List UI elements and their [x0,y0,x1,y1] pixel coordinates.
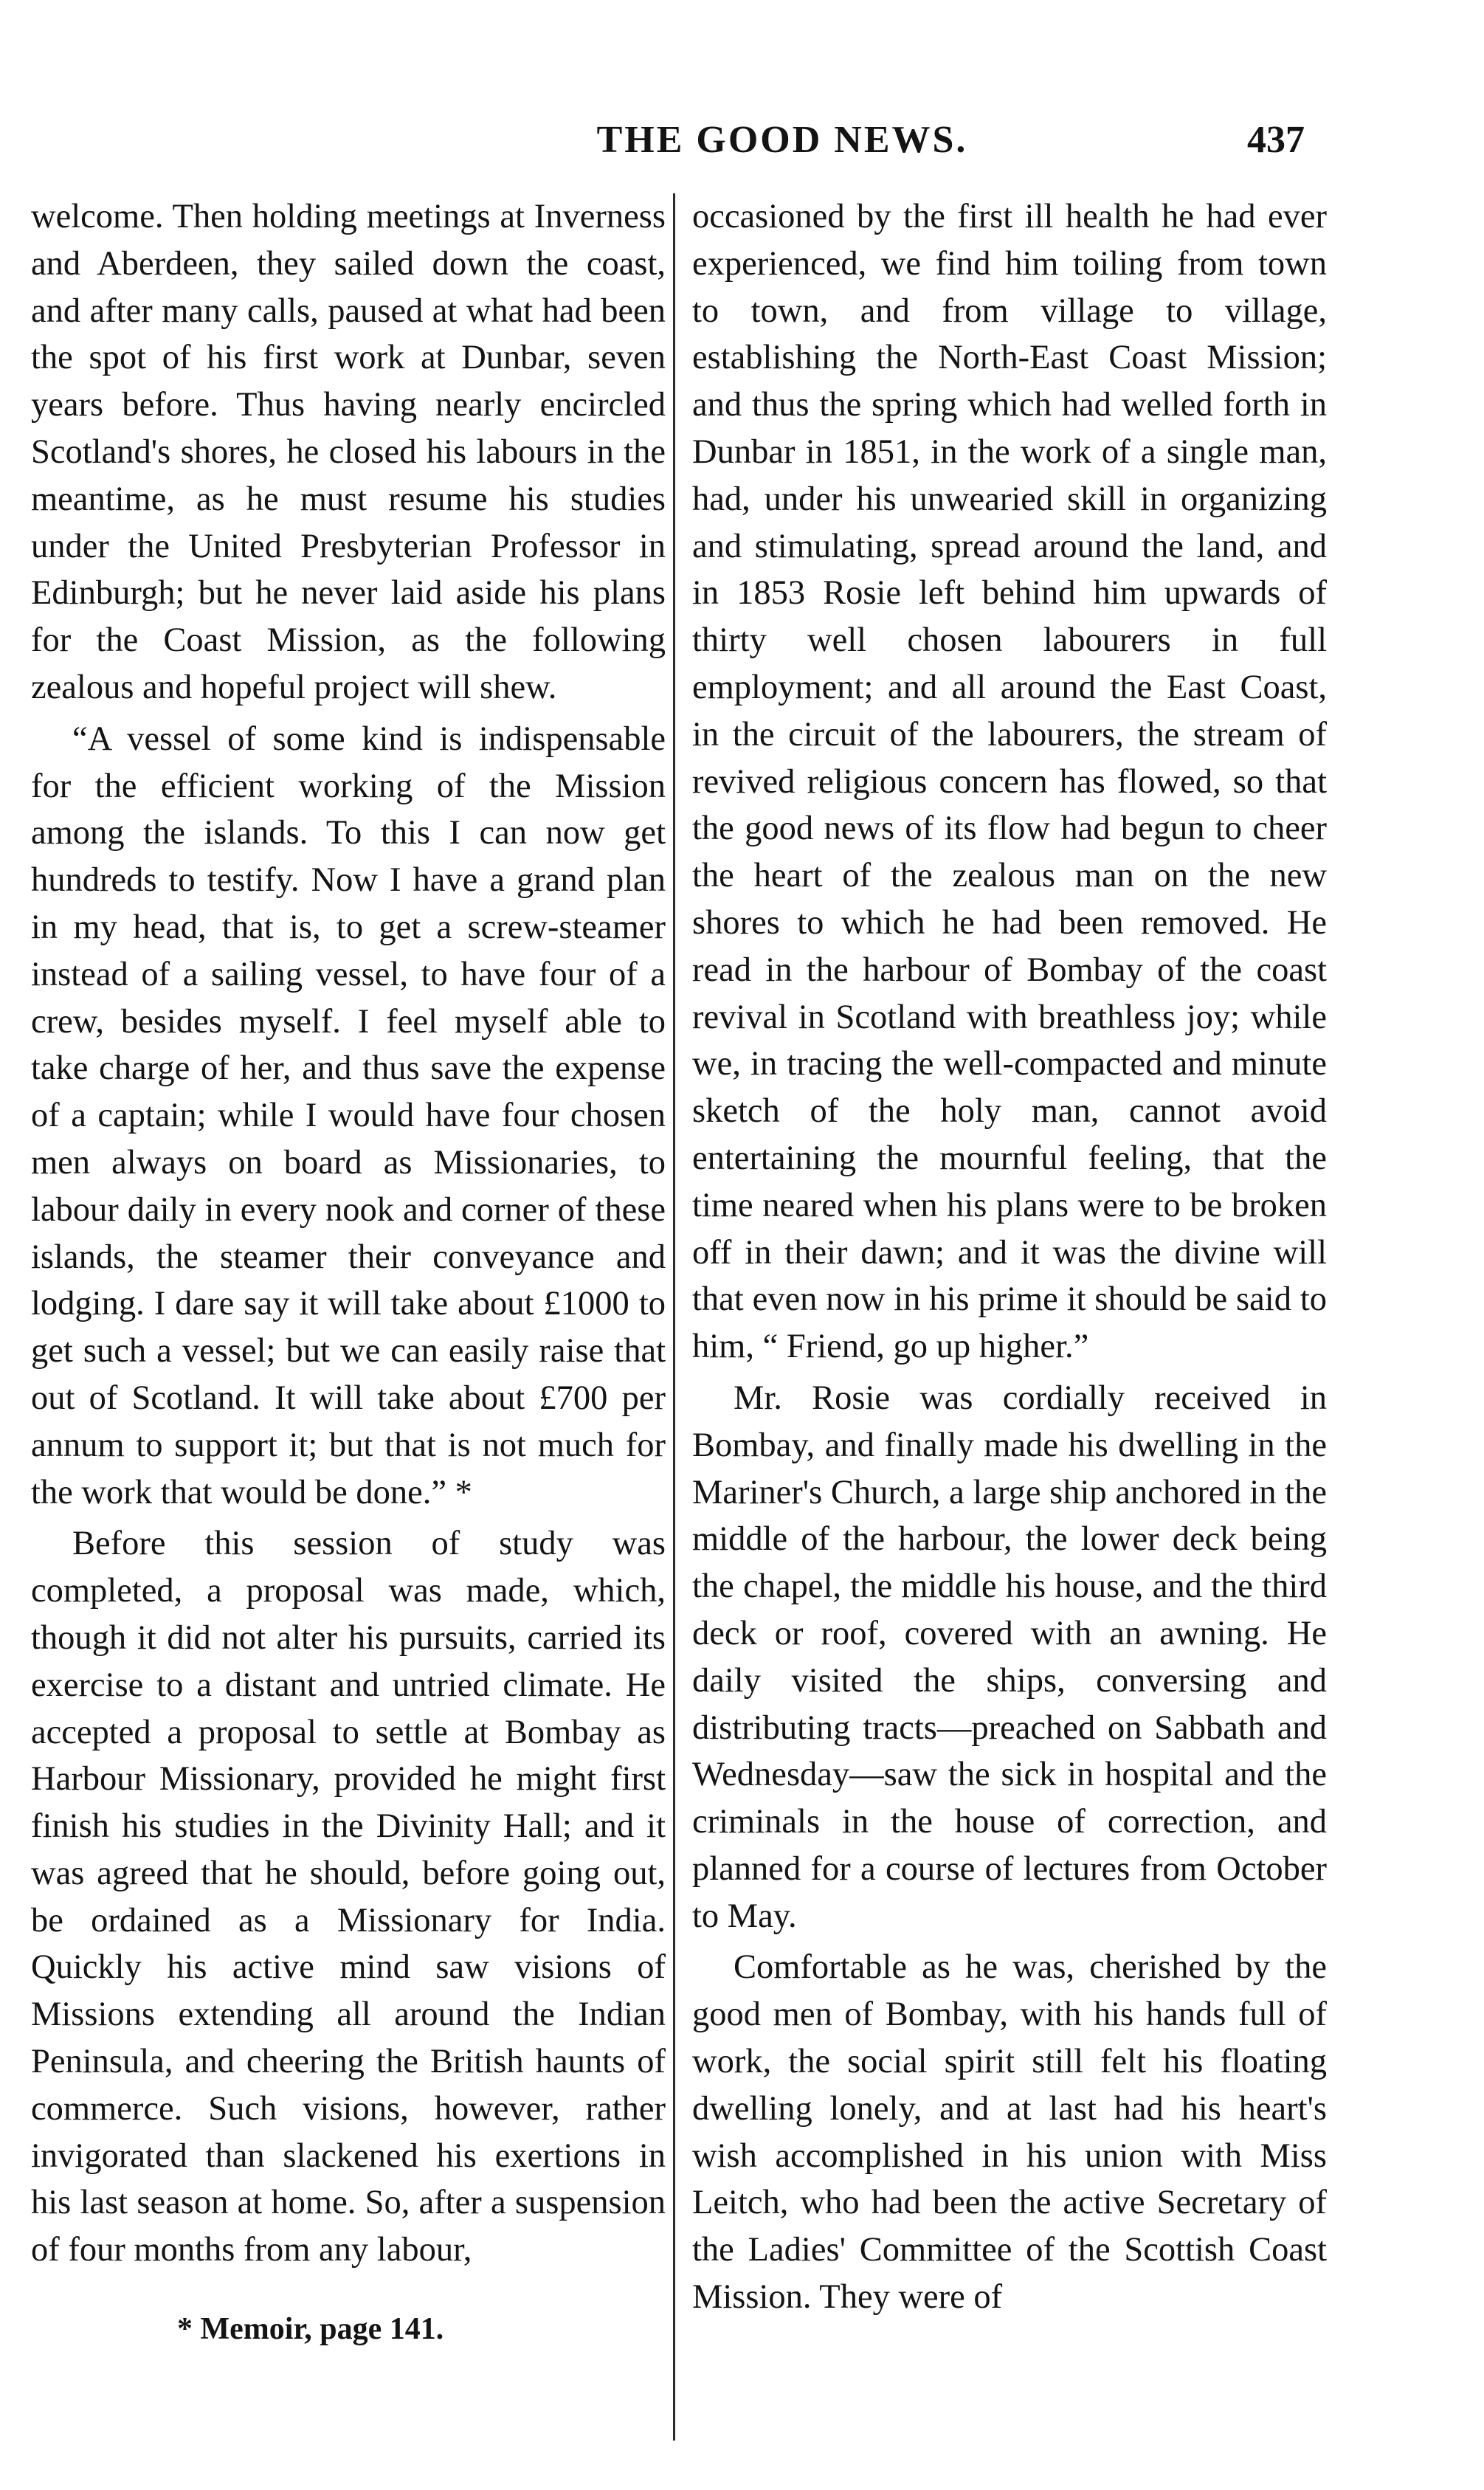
page-number: 437 [1247,119,1305,161]
left-column [31,193,666,2274]
column-divider [673,193,675,2441]
right-paragraph-1: occasioned by the first ill health he had ever experienced, we find him toiling from town to town, and from village to village, establishing the North-East Coast Mission; and thus the spring which had welled forth in Dunbar in 1851, in the work of a single man, had, under his unwearied skill in organizing and stimulating, spread around the land, and in 1853 Rosie left behind him upwards of thirty well chosen labourers in full employment; and all around the East Coast, in the circuit of the labourers, the stream of revived religious concern has flowed, so that the good news of its flow had begun to cheer the heart of the zealous man on the new shores to which he had been removed. He read in the harbour of Bombay of the coast revival in Scotland with breathless joy; while we, in tracing the well-compacted and minute sketch of the holy man, cannot avoid entertaining the mournful feeling, that the time neared when his plans were to be broken off in their dawn; and it was the divine will that even now in his prime it should be said to him, “ Friend, go up higher.” [692,198,1327,1366]
right-paragraph-3: Comfortable as he was, cherished by the good men of Bombay, with his hands full of work, the social spirit still felt his floating dwelling lonely, and at last had his heart's wish accomplished in his union with Miss Leitch, who had been the active Secretary of the Ladies' Committee of the Scottish Coast Mission. They were of [692,1948,1327,2317]
left-paragraph-1: welcome. Then holding meetings at Inverness and Aberdeen, they sailed down the coast, and after many calls, paused at what had been the spot of his first work at Dunbar, seven years before. Thus having nearly encircled Scotland's shores, he closed his labours in the meantime, as he must resume his studies under the United Presbyterian Professor in Edinburgh; but he never laid aside his plans for the Coast Mission, as the following zealous and hopeful project will shew. [31,198,666,706]
running-title: THE GOOD NEWS. [596,119,968,161]
footnote: * Memoir, page 141. [177,2312,444,2346]
left-paragraph-2: “A vessel of some kind is indispensable for the efficient working of the Mission among the islands. To this I can now get hundreds to testify. Now I have a grand plan in my head, that is, to get a screw-steamer instead of a sailing vessel, to have four of a crew, besides myself. I feel myself able to take charge of her, and thus save the expense of a captain; while I would have four chosen men always on board as Missionaries, to labour daily in every nook and corner of these islands, the steamer their conveyance and lodging. I dare say it will take about £1000 to get such a vessel; but we can easily raise that out of Scotland. It will take about £700 per annum to support it; but that is not much for the work that would be done.” * [31,720,666,1511]
right-paragraph-2: Mr. Rosie was cordially received in Bombay, and finally made his dwelling in the Mariner's Church, a large ship anchored in the middle of the harbour, the lower deck being the chapel, the middle his house, and the third deck or roof, covered with an awning. He daily visited the ships, conversing and distributing tracts—preached on Sabbath and Wednesday—saw the sick in hospital and the criminals in the house of correction, and planned for a course of lectures from October to May. [692,1379,1327,1935]
left-paragraph-3: Before this session of study was completed, a proposal was made, which, though it did not alter his pursuits, carried its exercise to a distant and untried climate. He accepted a proposal to settle at Bombay as Harbour Missionary, provided he might first finish his studies in the Divinity Hall; and it was agreed that he should, before going out, be ordained as a Missionary for India. Quickly his active mind saw visions of Missions extending all around the Indian Peninsula, and cheering the British haunts of commerce. Such visions, however, rather invigorated than slackened his exertions in his last season at home. So, after a suspension of four months from any labour, [31,1525,666,2269]
page-header [0,118,1484,177]
right-column [692,193,1327,2321]
